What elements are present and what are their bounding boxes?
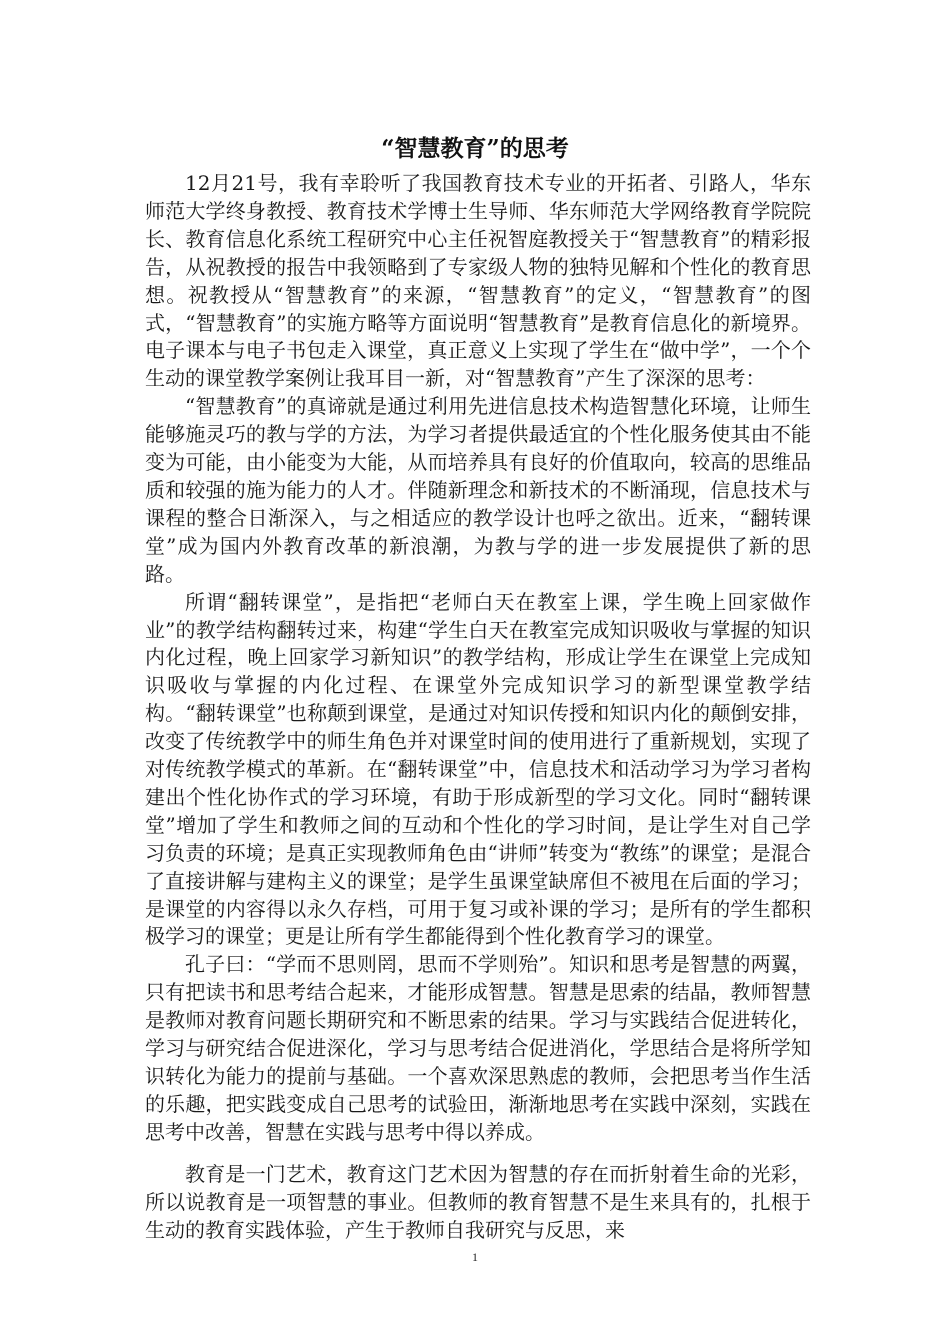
- paragraph-flipped-classroom: 所谓“翻转课堂”，是指把“老师白天在教室上课，学生晚上回家做作业”的教学结构翻转过来，构建“学生白天在教室完成知识吸收与掌握的知识内化过程，晚上回家学习新知识”的教学结构，形成让学生在课堂上完成知识吸收与掌握的内化过程、在课堂外完成知识学习的新型课堂教学结构。“翻转课堂”也称颠到课堂，是通过对知识传授和知识内化的颠倒安排，改变了传统教学中的师生角色并对课堂时间的使用进行了重新规划，实现了对传统教学模式的革新。在“翻转课堂”中，信息技术和活动学习为学习者构建出个性化协作式的学习环境，有助于形成新型的学习文化。同时“翻转课堂”增加了学生和教师之间的互动和个性化的学习时间，是让学生对自己学习负责的环境；是真正实现教师角色由“讲师”转变为“教练”的课堂；是混合了直接讲解与建构主义的课堂；是学生虽课堂缺席但不被甩在后面的学习；是课堂的内容得以永久存档，可用于复习或补课的学习；是所有的学生都积极学习的课堂；更是让所有学生都能得到个性化教育学习的课堂。: [145, 589, 811, 949]
- paragraph-smart-education-essence: “智慧教育”的真谛就是通过利用先进信息技术构造智慧化环境，让师生能够施灵巧的教与学的方法，为学习者提供最适宜的个性化服务使其由不能变为可能，由小能变为大能，从而培养具有良好的价值取向，较高的思维品质和较强的施为能力的人才。伴随新理念和新技术的不断涌现，信息技术与课程的整合日渐深入，与之相适应的教学设计也呼之欲出。近来，“翻转课堂”成为国内外教育改革的新浪潮，为教与学的进一步发展提供了新的思路。: [145, 394, 811, 586]
- document-body: [145, 170, 811, 1244]
- paragraph-confucius: 孔子曰：“学而不思则罔，思而不学则殆”。知识和思考是智慧的两翼，只有把读书和思考结合起来，才能形成智慧。智慧是思索的结晶，教师智慧是教师对教育问题长期研究和不断思索的结果。学习与实践结合促进转化，学习与研究结合促进深化，学习与思考结合促进消化，学思结合是将所学知识转化为能力的提前与基础。一个喜欢深思熟虑的教师，会把思考当作生活的乐趣，把实践变成自己思考的试验田，渐渐地思考在实践中深刻，实践在思考中改善，智慧在实践与思考中得以养成。: [145, 952, 811, 1144]
- document-title: “智慧教育”的思考: [381, 135, 569, 162]
- page-number: 1: [472, 1250, 478, 1264]
- paragraph-intro: 12月21号，我有幸聆听了我国教育技术专业的开拓者、引路人，华东师范大学终身教授、教育技术学博士生导师、华东师范大学网络教育学院院长、教育信息化系统工程研究中心主任祝智庭教授关于“智慧教育”的精彩报告，从祝教授的报告中我领略到了专家级人物的独特见解和个性化的教育思想。祝教授从“智慧教育”的来源，“智慧教育”的定义，“智慧教育”的图式，“智慧教育”的实施方略等方面说明“智慧教育”是教育信息化的新境界。电子课本与电子书包走入课堂，真正意义上实现了学生在“做中学”，一个个生动的课堂教学案例让我耳目一新，对“智慧教育”产生了深深的思考：: [145, 171, 811, 391]
- paragraph-education-art: 教育是一门艺术，教育这门艺术因为智慧的存在而折射着生命的光彩，所以说教育是一项智慧的事业。但教师的教育智慧不是生来具有的，扎根于生动的教育实践体验，产生于教师自我研究与反思，来: [145, 1161, 811, 1242]
